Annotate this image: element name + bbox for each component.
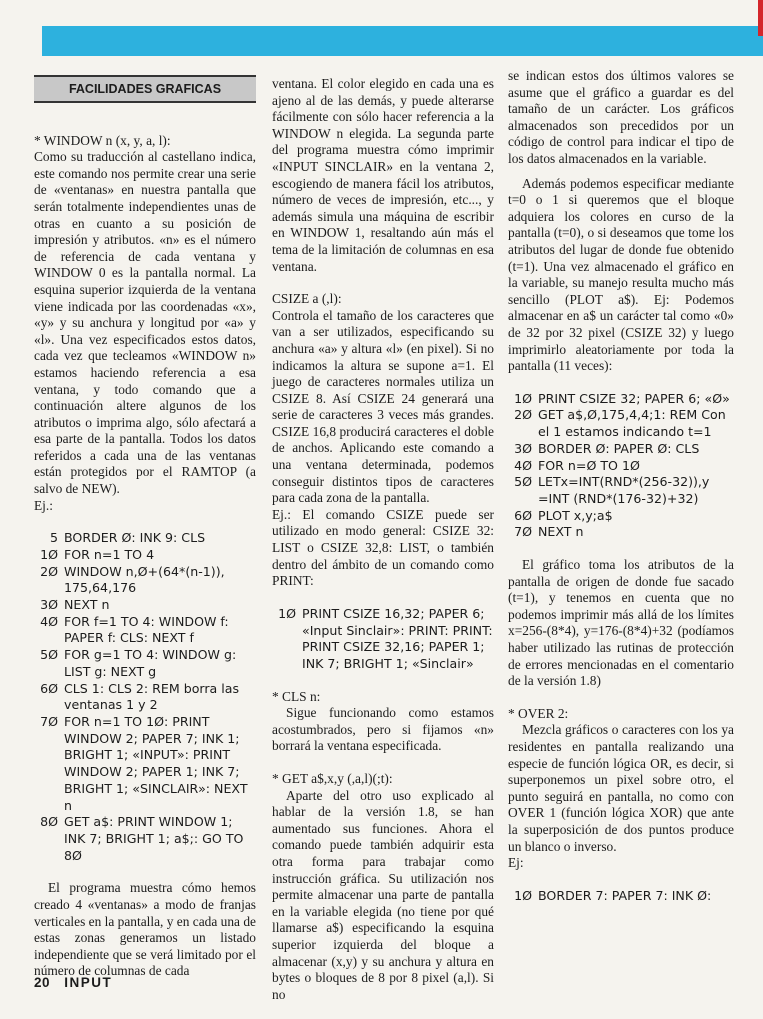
csize-title: CSIZE a (,l): [272,291,342,307]
line-number: 1Ø [514,390,532,406]
line-number: 8Ø [40,814,58,830]
code-line [508,458,734,475]
csize-text: Controla el tamaño de los caracteres que van a ser utilizados, especificando su anchura «a» y altura «l» (en pixel). Si no indicamos la altura se supone a=1. El juego de caracteres normales utiliza un CSIZE 8. Así CSIZE 24 generará una serie de caracteres 3 veces más grandes. CSIZE 16,8 producirá caracteres el doble de anchos. Aplicando este comando a una ventana determinada, podemos conseguir distintos tipos de caracteres para cada zona de la pantalla. [272,307,494,506]
code-line [34,547,256,564]
magazine-name: INPUT [64,975,113,990]
line-code: WINDOW n,Ø+(64*(n-1)), 175,64,176 [64,563,225,596]
get-title: * GET a$,x,y (,a,l)(;t): [272,771,393,786]
code-line [508,474,734,507]
line-code: LETx=INT(RND*(256-32)),y =INT (RND*(176-32)+32) [538,474,710,506]
code-listing-3 [508,391,734,541]
section-heading: FACILIDADES GRAFICAS [34,75,256,103]
line-code: FOR f=1 TO 4: WINDOW f: PAPER f: CLS: NEXT f [64,613,229,646]
closing-paragraph: El programa muestra cómo hemos creado 4 «ventanas» a modo de franjas verticales en la pantalla, y en cada una de estas zonas generamos un listado independiente que se verá limitado por el número de columnas de cada [34,880,256,979]
column-1 [34,75,256,980]
column-2 [272,76,494,1003]
line-number: 3Ø [514,440,532,456]
line-code: PRINT CSIZE 16,32; PAPER 6; «Input Sinclair»: PRINT: PRINT: PRINT CSIZE 32,16; PAPER 1; INK 7; BRIGHT 1; «Sinclair» [302,605,493,671]
column-3-paragraph-3: El gráfico toma los atributos de la pantalla de origen de donde fue sacado (t=1), y tenemos en cuenta que no podemos imprimir más allá de los límites x=256-(8*4), y=176-(8*4)+32 (podíamos haber utilizado las rutinas de protección de errores mencionadas en el comentario de la versión 1.8) [508,557,734,689]
line-code: BORDER 7: PAPER 7: INK Ø: [538,887,712,903]
line-code: NEXT n [538,524,584,540]
code-line [34,681,256,714]
code-line [508,524,734,541]
window-title: * WINDOW n (x, y, a, l): [34,132,171,148]
code-line [34,597,256,614]
code-line [34,614,256,647]
edge-mark [758,0,763,36]
csize-example: Ej.: El comando CSIZE puede ser utilizado en modo general: CSIZE 32: LIST o CSIZE 32,8: LIST, o también dentro del ámbito de un comando como PRINT: [272,506,494,589]
line-code: FOR n=1 TO 1Ø: PRINT WINDOW 2; PAPER 7; INK 1; BRIGHT 1; «INPUT»: PRINT WINDOW 2; PAPER 1; INK 7; BRIGHT 1; «SINCLAIR»: NEXT n [64,713,248,813]
line-code: GET a$,Ø,175,4,4;1: REM Con el 1 estamos indicando t=1 [538,407,726,440]
line-code: FOR g=1 TO 4: WINDOW g: LIST g: NEXT g [64,647,237,679]
code-line [34,564,256,597]
code-line [34,714,256,814]
example-label: Ej.: [34,497,53,513]
page-footer [34,975,112,990]
line-code: NEXT n [64,597,110,613]
code-line [508,407,734,440]
code-line [508,391,734,408]
line-number: 1Ø [40,546,58,562]
code-line [34,647,256,680]
code-line [508,888,734,905]
line-code: PRINT CSIZE 32; PAPER 6; «Ø» [538,390,730,406]
code-line [508,441,734,458]
column-2-intro: ventana. El color elegido en cada una es ajeno al de las demás, y puede alterarse fácilmente con sólo hacer referencia a la WINDOW n elegida. La segunda parte del programa muestra cómo imprimir «INPUT SINCLAIR» en la ventana 2, escogiendo de manera fácil los atributos, número de veces de impresión, etc..., y además simula una máquina de escribir en WINDOW 1, resaltando aún más el tema de la limitación de columnas en esa ventana. [272,76,494,274]
line-number: 1Ø [514,887,532,903]
over-text: Mezcla gráficos o caracteres con los ya residentes en pantalla realizando una especie de función lógica OR, es decir, si superponemos un pixel sobre otro, el punto seguirá en pantalla, no como con OVER 1 (función lógica XOR) que ante la superposición de dos puntos produce un blanco o inverso. [508,722,734,854]
over-title: * OVER 2: [508,705,569,721]
line-number: 1Ø [278,605,296,621]
line-code: GET a$: PRINT WINDOW 1; INK 7; BRIGHT 1; a$;: GO TO 8Ø [64,814,244,863]
line-number: 5Ø [514,474,532,490]
line-code: CLS 1: CLS 2: REM borra las ventanas 1 y 2 [64,680,240,713]
column-3-paragraph-2: Además podemos especificar mediante t=0 o 1 si queremos que el bloque adquiera los colores en curso de la pantalla (t=0), o si deseamos que tome los atributos del lugar de donde fue obtenido (t=1). Una vez almacenado el gráfico en la variable, su manejo resulta mucho más sencillo (PLOT a$). Ej: Podemos almacenar en a$ un carácter tal como «0» de 32 por 32 pixel (CSIZE 32) y luego imprimirlo aleatoriamente por toda la pantalla (11 veces): [508,175,734,374]
line-number: 7Ø [514,524,532,540]
line-number: 2Ø [40,563,58,579]
header-color-bar [42,26,763,56]
line-number: 6Ø [40,680,58,696]
line-number: 5Ø [40,647,58,663]
line-code: BORDER Ø: PAPER Ø: CLS [538,440,700,456]
window-text: Como su traducción al castellano indica, este comando nos permite crear una serie de «ventanas» en nuestra pantalla que serán totalmente independientes unas de otras en cuanto a su posición de impresión y atributos. «n» es el número de referencia de cada ventana y WINDOW 0 es la pantalla normal. La esquina superior izquierda de la ventana viene indicada por las coordenadas «x», «y» y su anchura y longitud por «a» y «l». Una vez especificados estos datos, cada vez que tecleamos «WINDOW n» estamos haciendo referencia a esa ventana, y todo comando que a continuación altere algunos de los atributos o imprima algo, sólo afectará a esa parte de la pantalla. Todos los datos referidos a cada una de las ventanas están protegidos por el RAMTOP (a salvo de NEW). [34,149,256,497]
line-code: BORDER Ø: INK 9: CLS [64,530,206,546]
get-text: Aparte del otro uso explicado al hablar de la versión 1.8, se han aumentado sus funciones. Ahora el comando puede también adquirir esta otra forma para trabajar como instrucción gráfica. Su utilización nos permite almacenar una parte de pantalla en la variable elegida (no tiene por qué llamarse a$) especificando la esquina superior izquierda del bloque a almacenar (x,y) y su anchura y altura en bytes o bloques de 8 por 8 pixel (a,l). Si no [272,787,494,1002]
line-number: 6Ø [514,507,532,523]
line-number: 7Ø [40,713,58,729]
code-line [508,508,734,525]
line-number: 4Ø [40,613,58,629]
code-listing-2 [272,606,494,673]
code-line [34,530,256,547]
code-listing-1 [34,530,256,864]
page-number: 20 [34,975,51,990]
cls-text: Sigue funcionando como estamos acostumbrados, pero si fijamos «n» borrará la ventana especificada. [272,705,494,754]
cls-title: * CLS n: [272,688,321,704]
column-3-intro: se indican estos dos últimos valores se asume que el gráfico a guardar es del tamaño de un carácter. Los gráficos almacenados son precedidos por un código de control para indicar el tipo de los datos almacenados en la variable. [508,68,734,166]
line-code: FOR n=Ø TO 1Ø [538,457,640,473]
line-code: PLOT x,y;a$ [538,507,613,523]
column-3 [508,68,734,904]
line-number: 5 [49,530,58,546]
example-label: Ej: [508,855,524,871]
code-listing-4 [508,888,734,905]
line-number: 4Ø [514,457,532,473]
line-number: 2Ø [514,407,532,423]
line-code: FOR n=1 TO 4 [64,546,155,562]
line-number: 3Ø [40,597,58,613]
code-line [272,606,494,673]
code-line [34,814,256,864]
